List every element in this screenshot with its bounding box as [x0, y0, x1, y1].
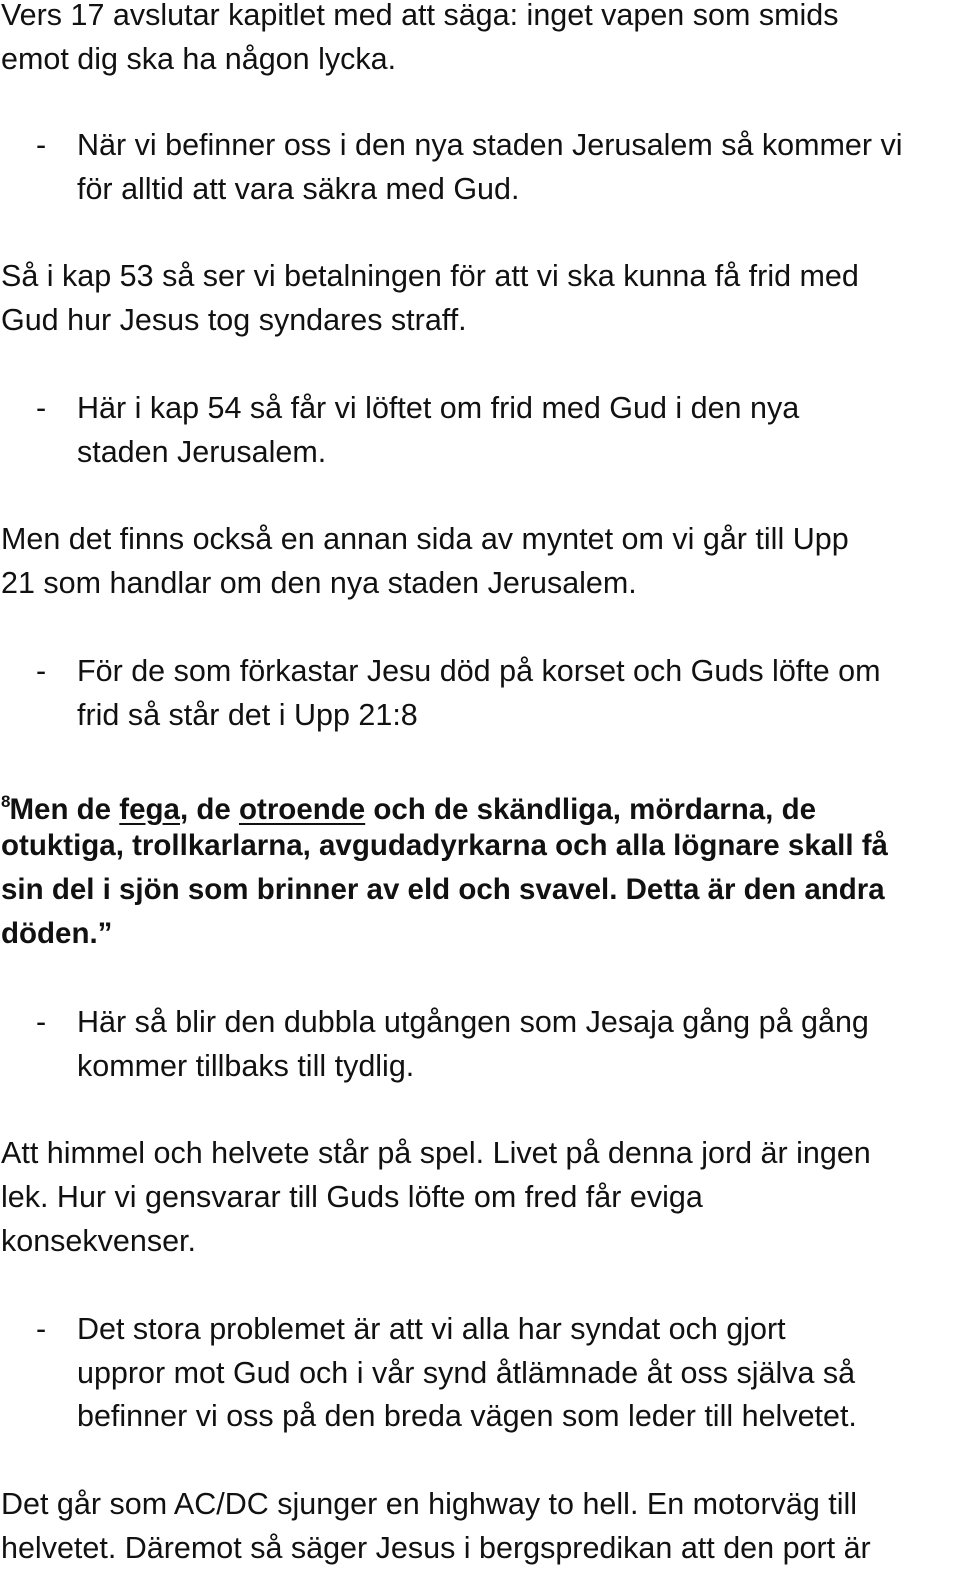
underlined-word-otroende: otroende: [238, 793, 366, 826]
bullet-5-line-1: Det stora problemet är att vi alla har syndat och gjort: [77, 1312, 786, 1346]
bullet-dash: -: [36, 654, 47, 688]
quote-text: , de: [179, 793, 239, 826]
bullet-4-line-1: Här så blir den dubbla utgången som Jesaja gång på gång: [77, 1005, 869, 1039]
paragraph-2-line-1: Så i kap 53 så ser vi betalningen för att vi ska kunna få frid med: [1, 259, 859, 293]
bullet-1-line-2: för alltid att vara säkra med Gud.: [77, 172, 520, 206]
bullet-3-line-1: För de som förkastar Jesu död på korset och Guds löfte om: [77, 654, 881, 688]
quote-text: Men de: [9, 793, 120, 826]
paragraph-1-line-2: emot dig ska ha någon lycka.: [1, 42, 397, 76]
paragraph-5-line-2: helvetet. Däremot så säger Jesus i bergspredikan att den port är: [1, 1531, 871, 1565]
bullet-dash: -: [36, 1312, 47, 1346]
paragraph-4-line-1: Att himmel och helvete står på spel. Livet på denna jord är ingen: [1, 1136, 871, 1170]
bullet-2-line-2: staden Jerusalem.: [77, 435, 327, 469]
paragraph-5-line-1: Det går som AC/DC sjunger en highway to hell. En motorväg till: [1, 1487, 858, 1521]
paragraph-4-line-3: konsekvenser.: [1, 1224, 196, 1258]
quote-line-1: [1, 780, 816, 824]
paragraph-4-line-2: lek. Hur vi gensvarar till Guds löfte om fred får eviga: [1, 1180, 703, 1214]
bullet-5-line-2: uppror mot Gud och i vår synd åtlämnade åt oss själva så: [77, 1356, 856, 1390]
verse-number: 8: [1, 792, 10, 811]
bullet-4-line-2: kommer tillbaks till tydlig.: [77, 1049, 415, 1083]
bullet-dash: -: [36, 391, 47, 425]
paragraph-3-line-2: 21 som handlar om den nya staden Jerusalem.: [1, 566, 637, 600]
bullet-dash: -: [36, 128, 47, 162]
paragraph-3-line-1: Men det finns också en annan sida av myntet om vi går till Upp: [1, 522, 849, 556]
bullet-2-line-1: Här i kap 54 så får vi löftet om frid med Gud i den nya: [77, 391, 800, 425]
quote-line-4: döden.”: [1, 917, 113, 950]
bullet-dash: -: [36, 1005, 47, 1039]
bullet-3-line-2: frid så står det i Upp 21:8: [77, 698, 418, 732]
quote-text: och de skändliga, mördarna, de: [365, 793, 816, 826]
bullet-1-line-1: När vi befinner oss i den nya staden Jerusalem så kommer vi: [77, 128, 903, 162]
quote-line-3: sin del i sjön som brinner av eld och svavel. Detta är den andra: [1, 873, 885, 906]
paragraph-1-line-1: Vers 17 avslutar kapitlet med att säga: inget vapen som smids: [1, 0, 839, 32]
bullet-5-line-3: befinner vi oss på den breda vägen som leder till helvetet.: [77, 1399, 857, 1433]
underlined-word-fega: fega: [119, 793, 180, 826]
paragraph-2-line-2: Gud hur Jesus tog syndares straff.: [1, 303, 467, 337]
quote-line-2: otuktiga, trollkarlarna, avgudadyrkarna och alla lögnare skall få: [1, 829, 888, 862]
